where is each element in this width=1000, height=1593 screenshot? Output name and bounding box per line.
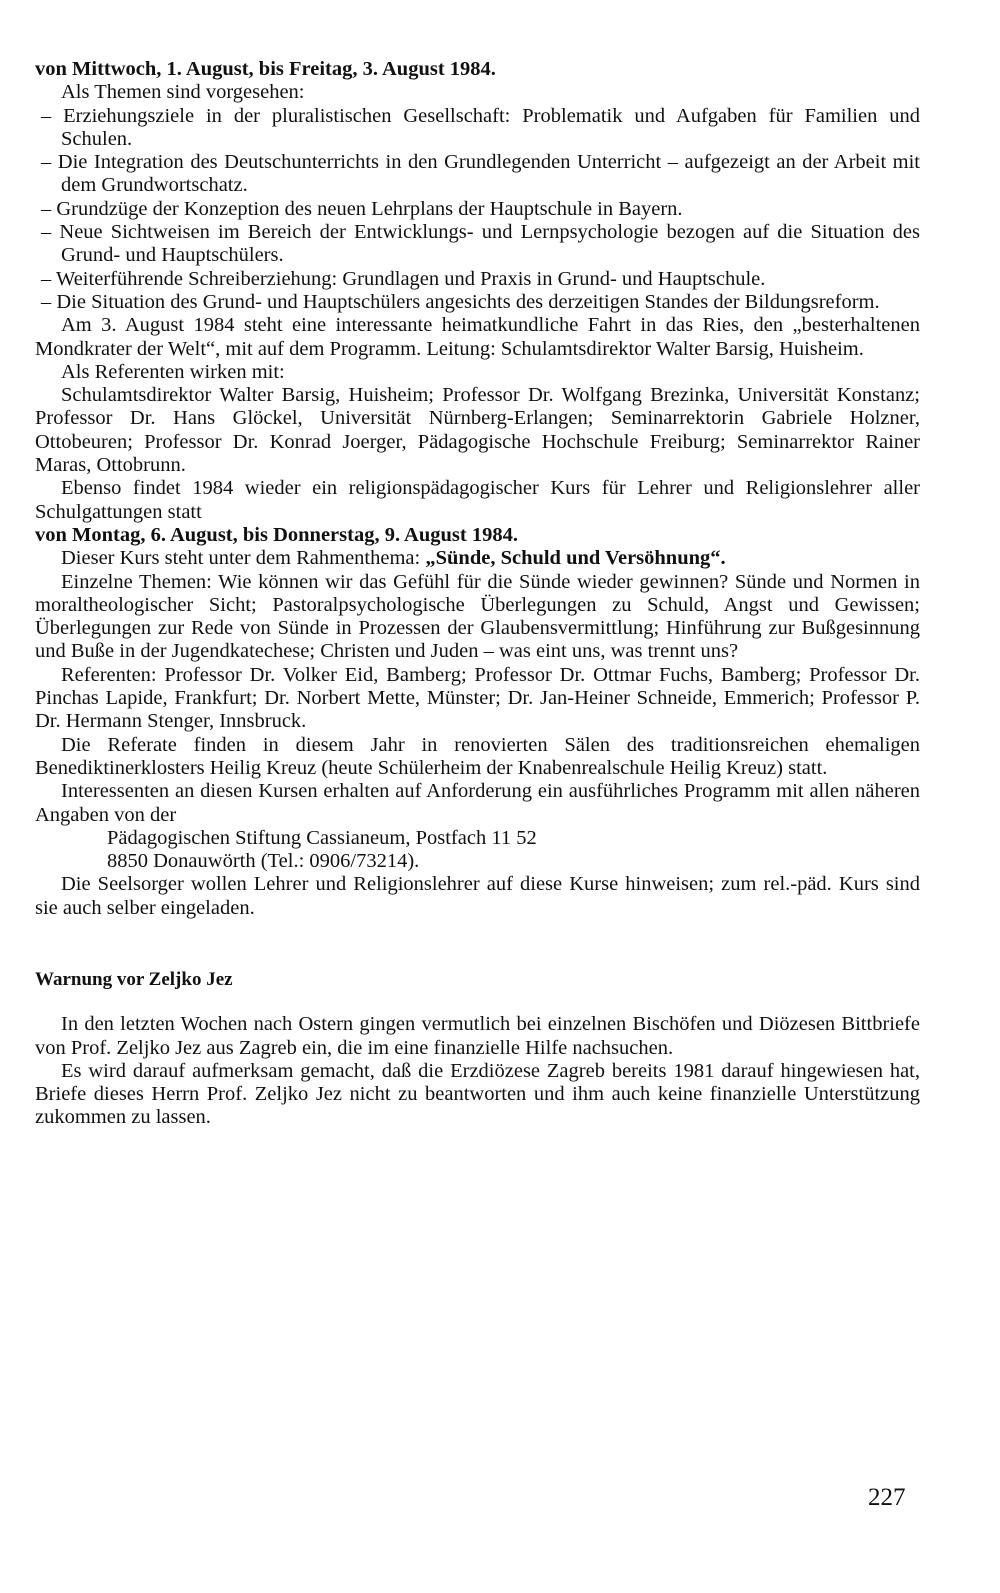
course-dates-2: von Montag, 6. August, bis Donnerstag, 9. August 1984. <box>35 523 518 546</box>
contact-paragraph: Interessenten an diesen Kursen erhalten auf Anforderung ein ausführliches Programm mit allen näheren Angaben von der <box>35 780 920 826</box>
topics-intro: Als Themen sind vorgesehen: <box>61 81 305 104</box>
page-number: 227 <box>868 1484 906 1511</box>
heading-spacer <box>35 991 920 1013</box>
topic-item: – Die Integration des Deutschunterrichts in den Grundlegenden Unterricht – aufgezeigt an der Arbeit mit dem Grundwortschatz. <box>41 151 920 197</box>
trip-paragraph: Am 3. August 1984 steht eine interessante heimatkundliche Fahrt in das Ries, den „besterhaltenen Mondkrater der Welt“, mit auf dem Programm. Leitung: Schulamtsdirektor Walter Barsig, Huisheim. <box>35 314 920 360</box>
venue-paragraph: Die Referate finden in diesem Jahr in renovierten Sälen des traditionsreichen ehemaligen Benediktinerklosters Heilig Kreuz (heute Schülerheim der Knabenrealschule Heilig Kreuz) statt. <box>35 733 920 779</box>
speakers2-paragraph: Referenten: Professor Dr. Volker Eid, Bamberg; Professor Dr. Ottmar Fuchs, Bamberg; Professor Dr. Pinchas Lapide, Frankfurt; Dr. Norbert Mette, Münster; Dr. Jan-Heiner Schneide, Emmerich; Professor P. Dr. Hermann Stenger, Innsbruck. <box>35 663 920 733</box>
theme-paragraph <box>35 547 920 570</box>
theme-prefix: Dieser Kurs steht unter dem Rahmenthema: <box>61 547 426 570</box>
theme-title: „Sünde, Schuld und Versöhnung“. <box>425 547 726 570</box>
speakers-intro: Als Referenten wirken mit: <box>61 360 285 383</box>
section-spacer <box>35 920 920 968</box>
address-line: Pädagogischen Stiftung Cassianeum, Postfach 11 52 <box>107 826 537 849</box>
topic-item: – Grundzüge der Konzeption des neuen Lehrplans der Hauptschule in Bayern. <box>41 197 683 220</box>
religion-course-paragraph: Ebenso findet 1984 wieder ein religionspädagogischer Kurs für Lehrer und Religionslehrer aller Schulgattungen statt <box>35 477 920 523</box>
section-heading: Warnung vor Zeljko Jez <box>35 968 233 990</box>
topics2-paragraph: Einzelne Themen: Wie können wir das Gefühl für die Sünde wieder gewinnen? Sünde und Normen in moraltheologischer Sicht; Pastoralpsychologische Überlegungen zu Schuld, Angst und Gewissen; Überlegungen zur Rede von Sünde in Prozessen der Glaubensvermittlung; Hinführung zur Bußgesinnung und Buße in der Jugendkatechese; Christen und Juden – was eint uns, was trennt uns? <box>35 570 920 663</box>
speakers-list: Schulamtsdirektor Walter Barsig, Huisheim; Professor Dr. Wolfgang Brezinka, Universität Konstanz; Professor Dr. Hans Glöckel, Universität Nürnberg-Erlangen; Seminarrektorin Gabriele Holzner, Ottobeuren; Professor Dr. Konrad Joerger, Pädagogische Hochschule Freiburg; Seminarrektor Rainer Maras, Ottobrunn. <box>35 384 920 477</box>
address-line: 8850 Donauwörth (Tel.: 0906/73214). <box>107 850 420 873</box>
topic-item: – Neue Sichtweisen im Bereich der Entwicklungs- und Lernpsychologie bezogen auf die Situation des Grund- und Hauptschülers. <box>41 221 920 267</box>
warning-paragraph: In den letzten Wochen nach Ostern gingen vermutlich bei einzelnen Bischöfen und Diözesen Bittbriefe von Prof. Zeljko Jez aus Zagreb ein, die im eine finanzielle Hilfe nachsuchen. <box>35 1013 920 1059</box>
topic-item: – Weiterführende Schreiberziehung: Grundlagen und Praxis in Grund- und Hauptschule. <box>41 267 766 290</box>
closing-paragraph: Die Seelsorger wollen Lehrer und Religionslehrer auf diese Kurse hinweisen; zum rel.-päd. Kurs sind sie auch selber eingeladen. <box>35 873 920 919</box>
topic-item: – Die Situation des Grund- und Hauptschülers angesichts des derzeitigen Standes der Bildungsreform. <box>41 290 880 313</box>
document-page <box>35 58 920 1130</box>
warning-paragraph: Es wird darauf aufmerksam gemacht, daß die Erzdiözese Zagreb bereits 1981 darauf hingewiesen hat, Briefe dieses Herrn Prof. Zeljko Jez nicht zu beantworten und ihm auch keine finanzielle Unterstützung zukommen zu lassen. <box>35 1059 920 1129</box>
topic-item: – Erziehungsziele in der pluralistischen Gesellschaft: Problematik und Aufgaben für Familien und Schulen. <box>41 104 920 150</box>
course-dates-1: von Mittwoch, 1. August, bis Freitag, 3. August 1984. <box>35 58 496 80</box>
